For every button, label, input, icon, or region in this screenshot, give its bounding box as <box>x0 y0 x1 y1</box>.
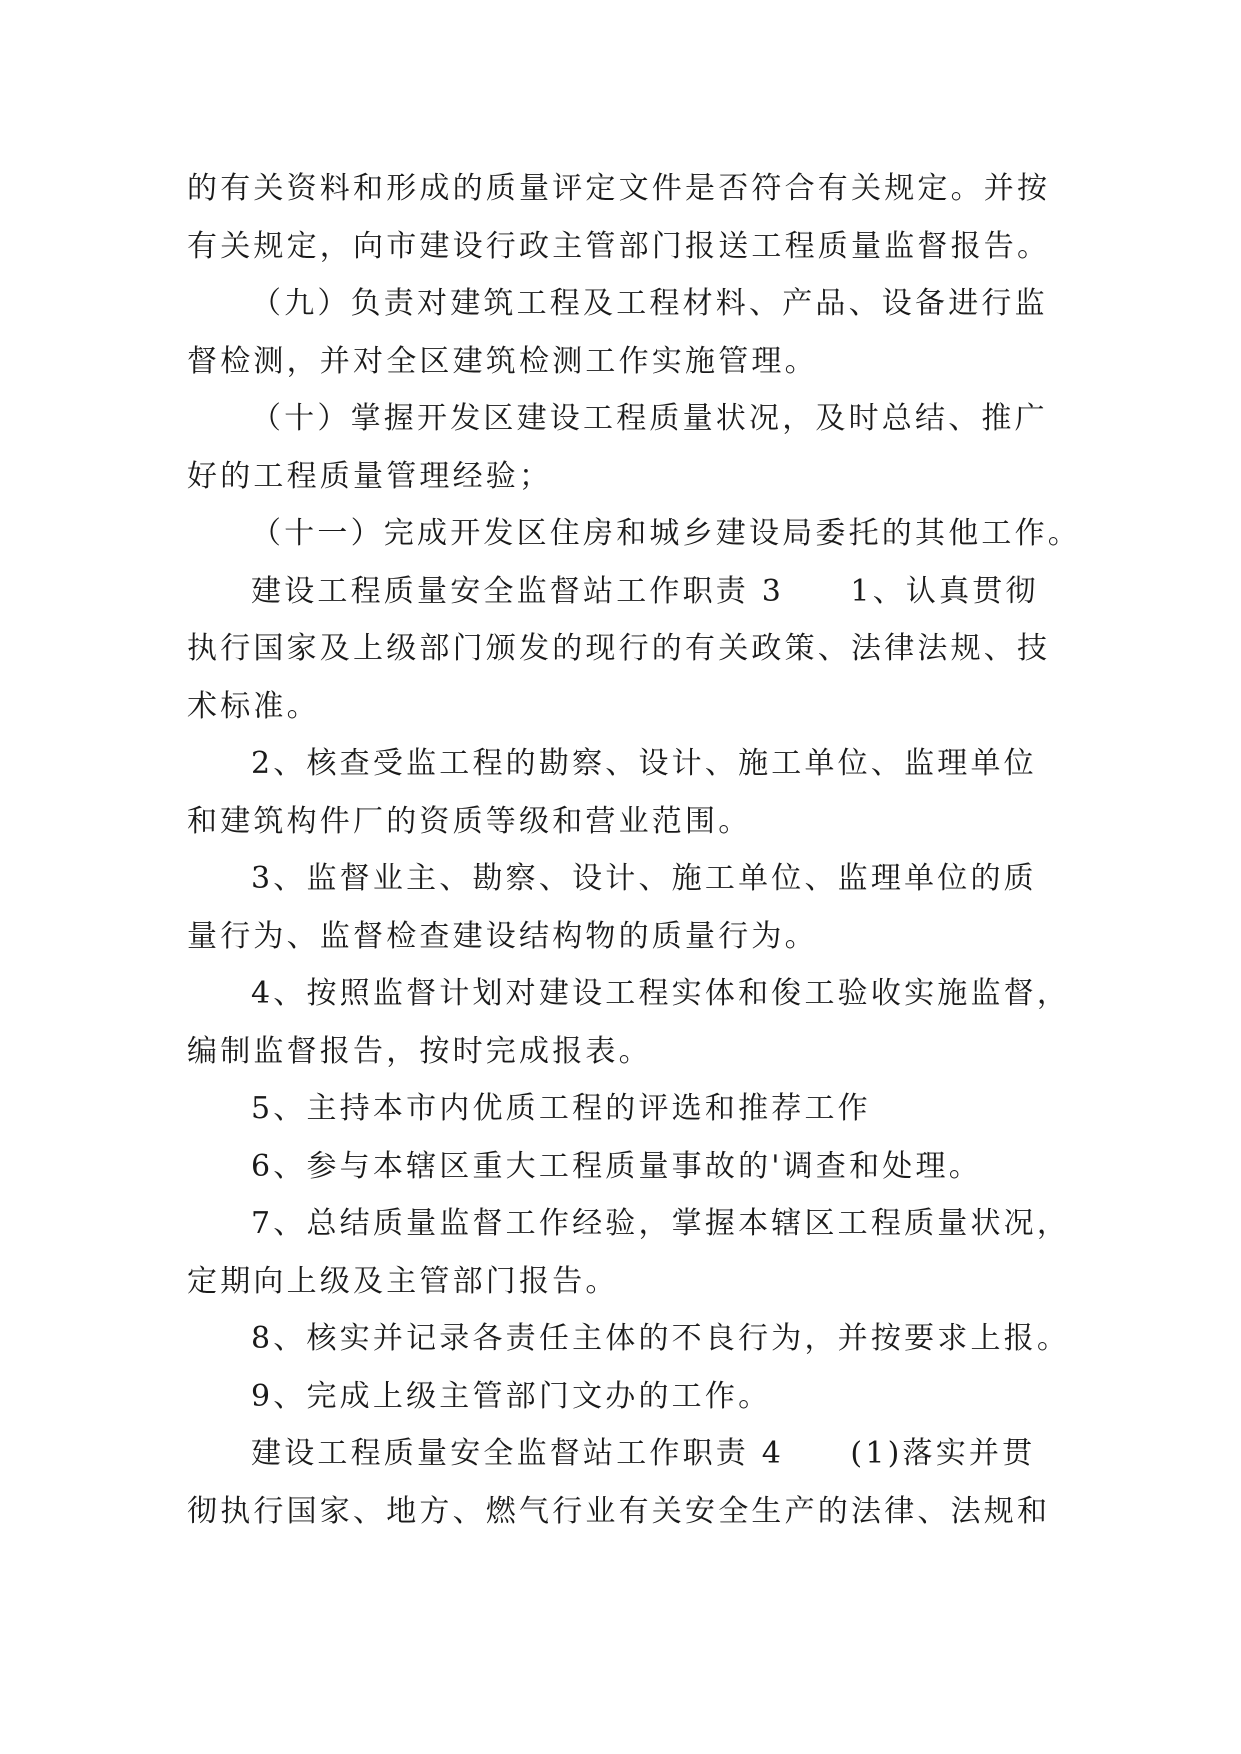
text-line-19: 7、总结质量监督工作经验，掌握本辖区工程质量状况， <box>251 1206 1071 1241</box>
text-line-17: 5、主持本市内优质工程的评选和推荐工作 <box>251 1091 871 1126</box>
text-line-9: 执行国家及上级部门颁发的现行的有关政策、法律法规、技 <box>187 631 1051 666</box>
text-line-5: （十）掌握开发区建设工程质量状况，及时总结、推广 <box>251 401 1048 436</box>
text-line-21: 8、核实并记录各责任主体的不良行为，并按要求上报。 <box>251 1321 1071 1356</box>
text-line-1: 的有关资料和形成的质量评定文件是否符合有关规定。并按 <box>187 171 1051 206</box>
text-line-24: 彻执行国家、地方、燃气行业有关安全生产的法律、法规和 <box>187 1493 1051 1529</box>
text-line-4: 督检测，并对全区建筑检测工作实施管理。 <box>187 343 818 379</box>
text-line-6: 好的工程质量管理经验； <box>187 458 553 494</box>
text-line-20: 定期向上级及主管部门报告。 <box>187 1263 619 1299</box>
text-line-7: （十一）完成开发区住房和城乡建设局委托的其他工作。 <box>251 516 1081 551</box>
text-line-3: （九）负责对建筑工程及工程材料、产品、设备进行监 <box>251 286 1048 321</box>
text-line-2: 有关规定，向市建设行政主管部门报送工程质量监督报告。 <box>187 228 1051 264</box>
text-line-14: 量行为、监督检查建设结构物的质量行为。 <box>187 918 818 954</box>
text-line-22: 9、完成上级主管部门文办的工作。 <box>251 1378 772 1414</box>
text-line-13: 3、监督业主、勘察、设计、施工单位、监理单位的质 <box>251 861 1037 896</box>
text-line-11: 2、核查受监工程的勘察、设计、施工单位、监理单位 <box>251 746 1037 781</box>
text-line-15: 4、按照监督计划对建设工程实体和俊工验收实施监督， <box>251 976 1071 1011</box>
text-line-23: 建设工程质量安全监督站工作职责 4 (1)落实并贯 <box>251 1436 1036 1471</box>
text-line-12: 和建筑构件厂的资质等级和营业范围。 <box>187 803 752 839</box>
text-line-18: 6、参与本辖区重大工程质量事故的'调查和处理。 <box>251 1148 982 1184</box>
text-line-10: 术标准。 <box>187 688 320 724</box>
text-line-16: 编制监督报告，按时完成报表。 <box>187 1033 652 1069</box>
text-line-8: 建设工程质量安全监督站工作职责 3 1、认真贯彻 <box>251 573 1039 609</box>
document-body <box>187 160 1081 1540</box>
